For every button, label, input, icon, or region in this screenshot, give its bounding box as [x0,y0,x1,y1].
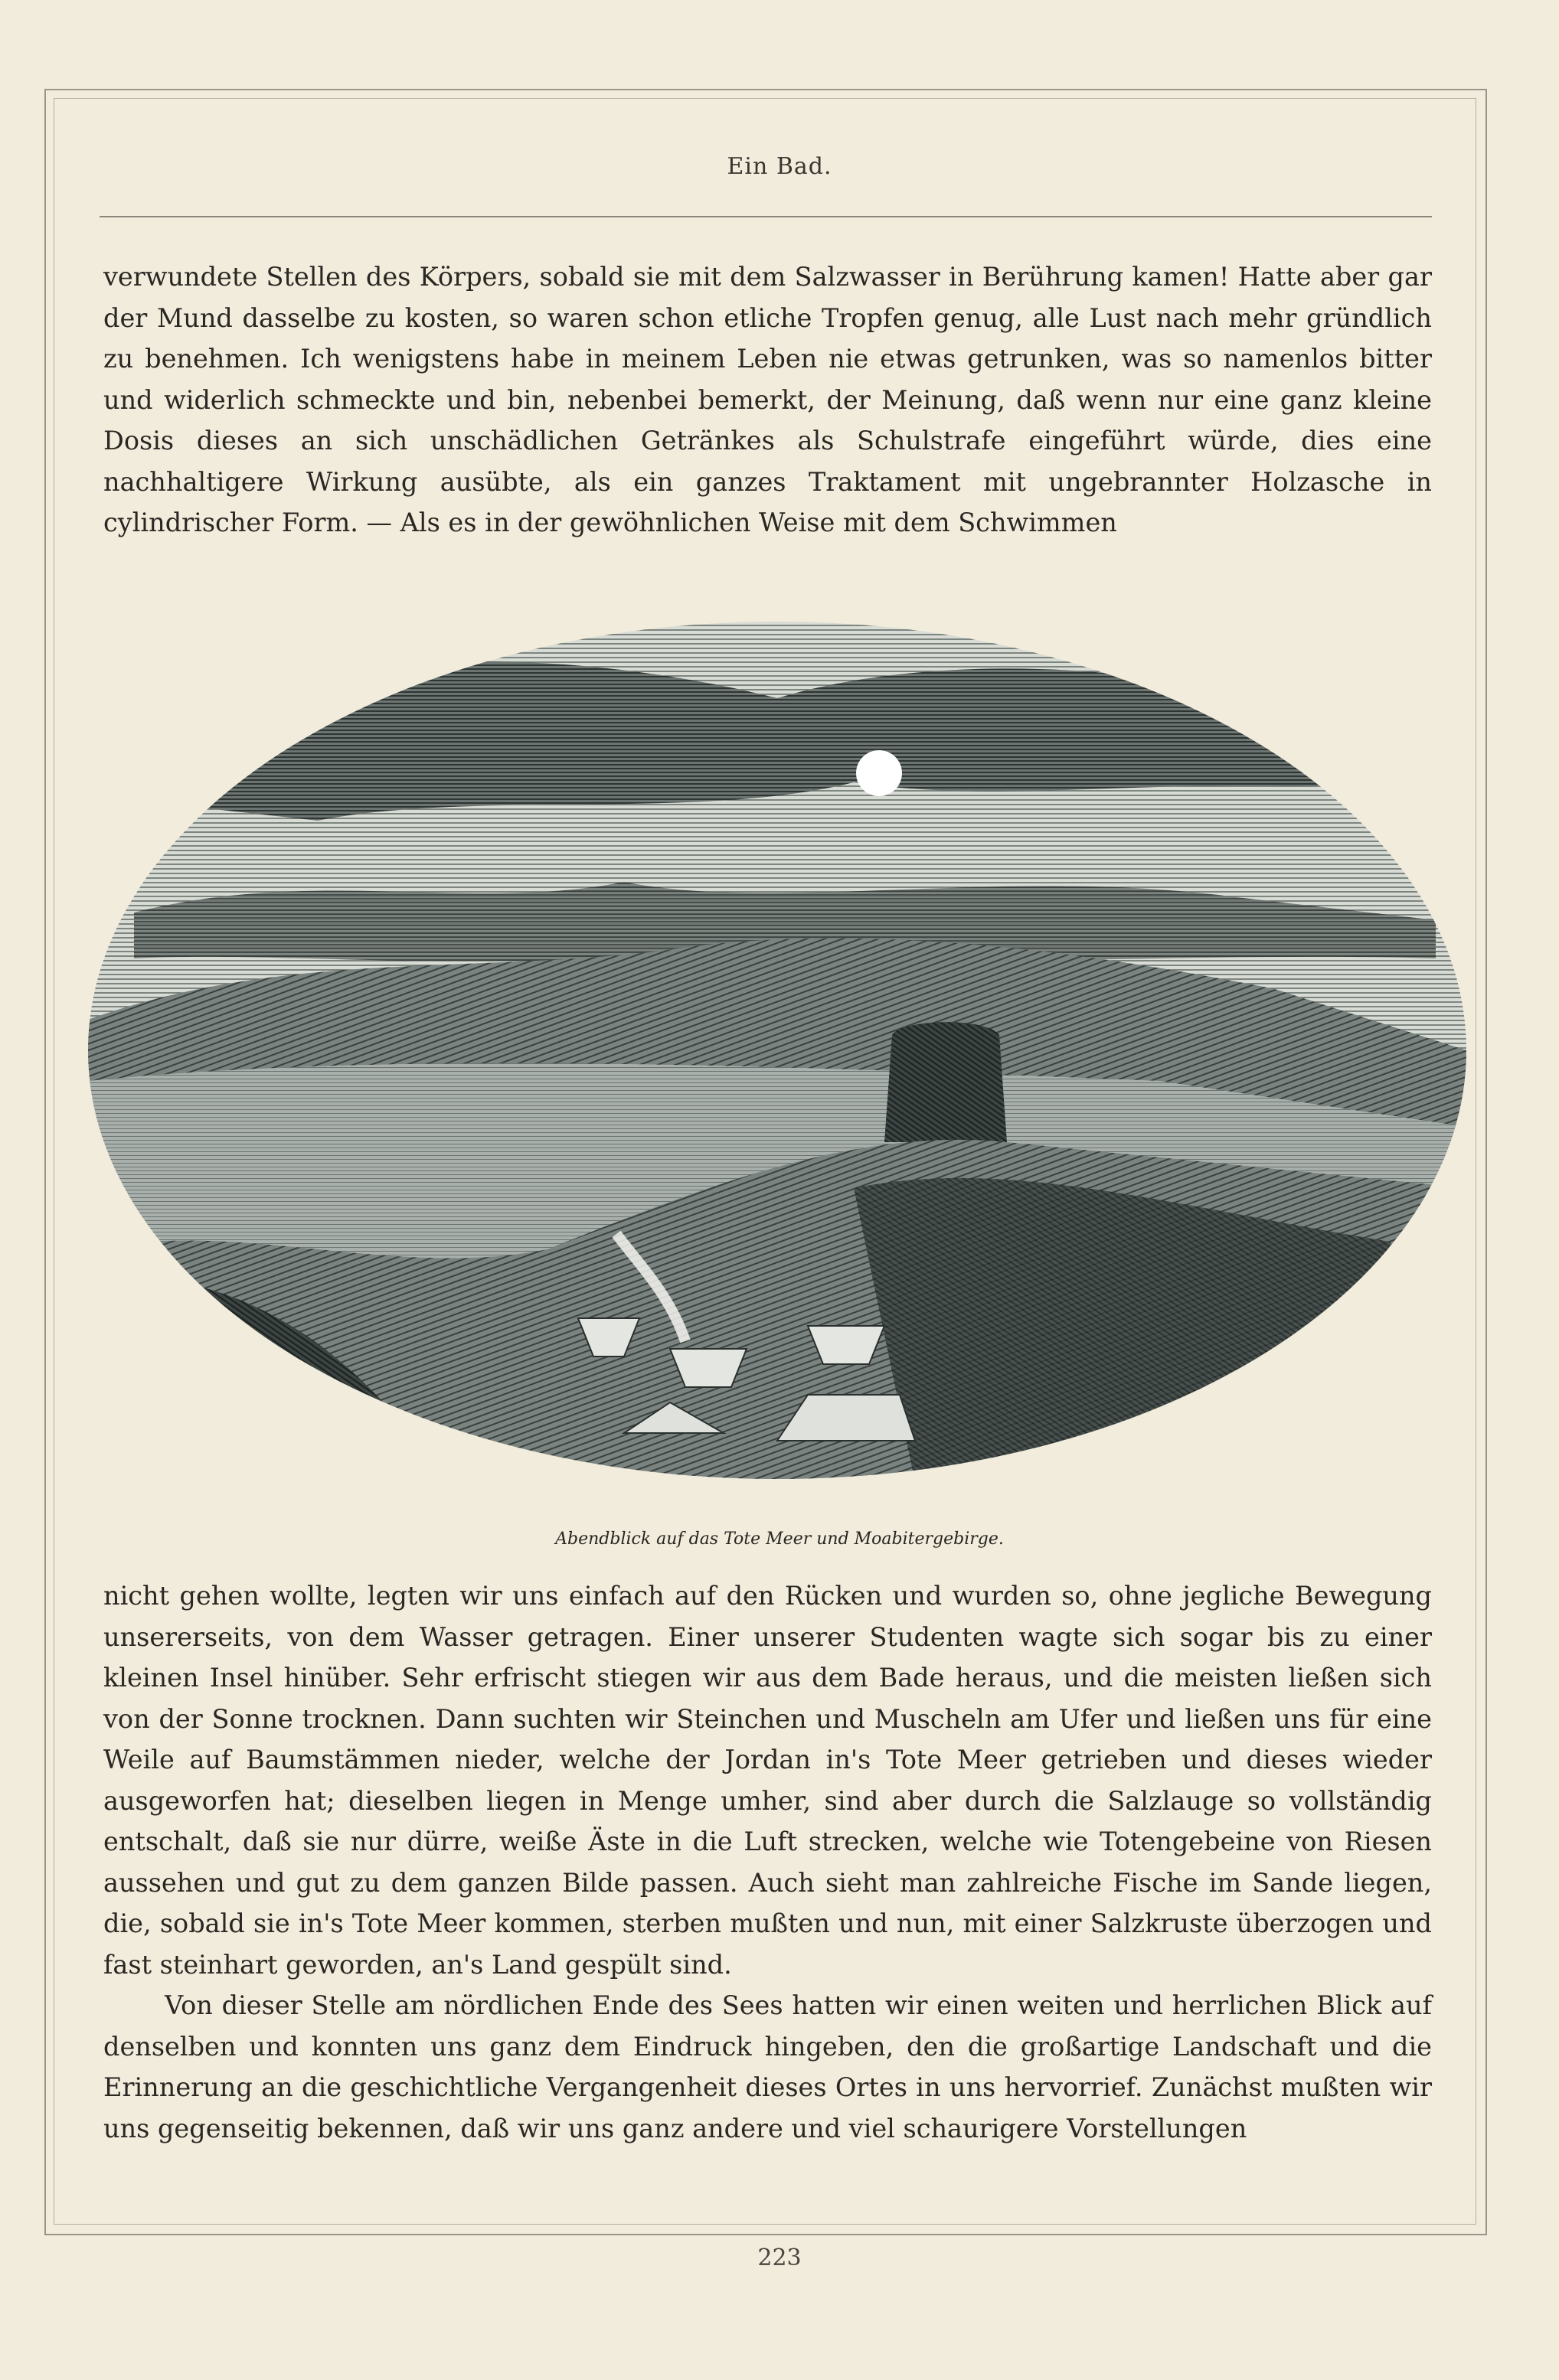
engraving-illustration [88,591,1466,1556]
body-text-bottom [103,1575,1432,2149]
illustration-caption: Abendblick auf das Tote Meer und Moabitergebirge. [555,1530,1004,1549]
running-head: Ein Bad. [727,153,832,180]
paragraph: Von dieser Stelle am nördlichen Ende des Sees hatten wir einen weiten und herrlichen Blick auf denselben und konnten uns ganz dem Eindruck hingeben, den die großartige Landschaft und die Erinnerung an die geschichtliche Vergangenheit dieses Ortes in uns hervorrief. Zunächst mußten wir uns gegenseitig bekennen, daß wir uns ganz andere und viel schaurigere Vorstellungen [103,1990,1432,2143]
dead-sea-engraving [88,591,1466,1556]
paragraph: verwundete Stellen des Körpers, sobald sie mit dem Salzwasser in Berührung kamen! Hatte aber gar der Mund dasselbe zu kosten, so waren schon etliche Tropfen genug, alle Lust nach mehr gründlich zu benehmen. Ich wenigstens habe in meinem Leben nie etwas getrunken, was so namenlos bitter und widerlich schmeckte und bin, nebenbei bemerkt, der Meinung, daß wenn nur eine ganz kleine Dosis dieses an sich unschädlichen Getränkes als Schulstrafe eingeführt würde, dies eine nachhaltigere Wirkung ausübte, als ein ganzes Traktament mit ungebrannter Holzasche in cylindrischer Form. — Als es in der gewöhnlichen Weise mit dem Schwimmen [103,262,1432,537]
body-text-top [103,256,1432,544]
page-number: 223 [757,2245,802,2271]
paragraph: nicht gehen wollte, legten wir uns einfach auf den Rücken und wurden so, ohne jegliche Bewegung unsererseits, von dem Wasser getragen. Einer unserer Studenten wagte sich sogar bis zu einer kleinen Insel hinüber. Sehr erfrischt stiegen wir aus dem Bade heraus, und die meisten ließen sich von der Sonne trocknen. Dann suchten wir Steinchen und Muscheln am Ufer und ließen uns für eine Weile auf Baumstämmen nieder, welche der Jordan in's Tote Meer getrieben und dieses wieder ausgeworfen hat; dieselben liegen in Menge umher, sind aber durch die Salzlauge so vollständig entschalt, daß sie nur dürre, weiße Äste in die Luft strecken, welche wie Totengebeine von Riesen aussehen und gut zu dem ganzen Bilde passen. Auch sieht man zahlreiche Fische im Sande liegen, die, sobald sie in's Tote Meer kommen, sterben mußten und nun, mit einer Salzkruste überzogen und fast steinhart geworden, an's Land gespült sind. [103,1581,1432,1980]
header-rule [100,216,1432,217]
